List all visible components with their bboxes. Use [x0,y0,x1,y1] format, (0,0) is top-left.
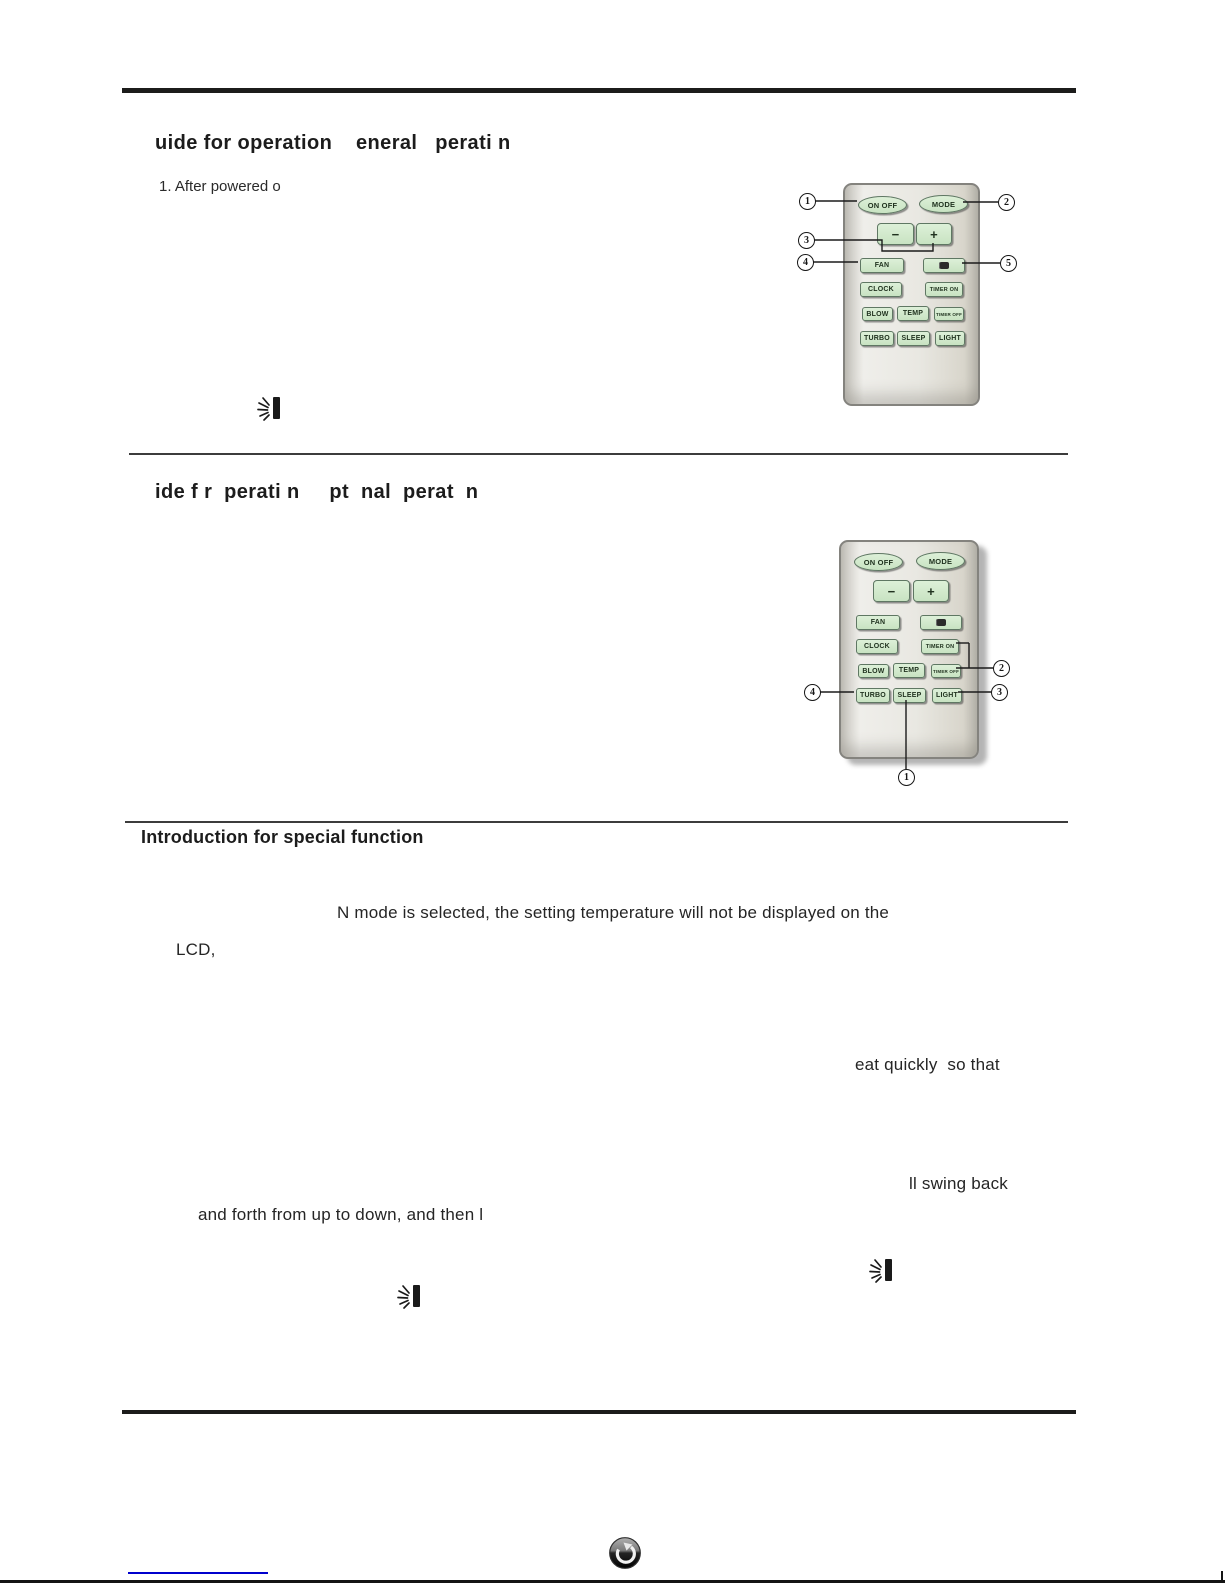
on-off-button: ON OFF [854,553,903,571]
section1-heading: uide for operation eneral perati n [155,132,511,154]
top-rule [122,88,1076,93]
footer-link-underline[interactable] [128,1572,268,1574]
fan-button: FAN [856,615,900,630]
bottom-section-rule [122,1410,1076,1414]
page-bottom-tick [1221,1571,1223,1581]
blow-button: BLOW [858,664,889,678]
section3-heading: Introduction for special function [141,827,424,847]
callout-5: 5 [1000,255,1017,272]
callout-2: 2 [993,660,1010,677]
blow-button: BLOW [862,307,893,321]
timer-on-button: TIMER ON [925,282,963,297]
remote-diagram-2 [839,540,979,759]
body-fragment-4: ll swing back [909,1174,1008,1193]
mode-button: MODE [916,552,965,570]
temp-down-button: − [877,223,914,245]
temp-down-button: − [873,580,910,602]
body-fragment-1: N mode is selected, the setting temperature will not be displayed on the [337,903,890,922]
section-divider-2 [125,821,1068,823]
mode-button: MODE [919,195,968,213]
temp-button: TEMP [897,306,929,321]
callout-4: 4 [804,684,821,701]
section2-heading: ide f r perati n pt nal perat n [155,481,479,503]
sleep-button: SLEEP [897,331,930,346]
callout-2: 2 [998,194,1015,211]
circular-arrow-logo [608,1536,642,1570]
timer-on-button: TIMER ON [921,639,959,654]
light-flash-icon [868,1256,896,1284]
turbo-button: TURBO [860,331,894,346]
turbo-button: TURBO [856,688,890,703]
fan-button: FAN [860,258,904,273]
clock-button: CLOCK [856,639,898,654]
light-flash-icon [396,1282,424,1310]
clock-button: CLOCK [860,282,902,297]
body-fragment-2: LCD, [176,940,216,959]
page-bottom-rule [0,1580,1225,1583]
body-fragment-5: and forth from up to down, and then l [198,1205,484,1224]
temp-button: TEMP [893,663,925,678]
temp-up-button: + [916,223,952,245]
timer-off-button: TIMER OFF [934,307,964,321]
swing-button [920,615,962,630]
body-fragment-3: eat quickly so that [855,1055,1000,1074]
timer-off-button: TIMER OFF [931,664,961,678]
callout-4: 4 [797,254,814,271]
temp-up-button: + [913,580,949,602]
swing-louver-icon [939,262,949,269]
light-button: LIGHT [932,688,962,703]
callout-1: 1 [799,193,816,210]
section1-line1: 1. After powered o [159,178,281,195]
swing-button [923,258,965,273]
callout-3: 3 [991,684,1008,701]
section-divider-1 [129,453,1068,455]
callout-1: 1 [898,769,915,786]
on-off-button: ON OFF [858,196,907,214]
swing-louver-icon [936,619,946,626]
light-button: LIGHT [935,331,965,346]
sleep-button: SLEEP [893,688,926,703]
callout-3: 3 [798,232,815,249]
light-flash-icon [256,394,284,422]
remote-diagram-1 [843,183,980,406]
